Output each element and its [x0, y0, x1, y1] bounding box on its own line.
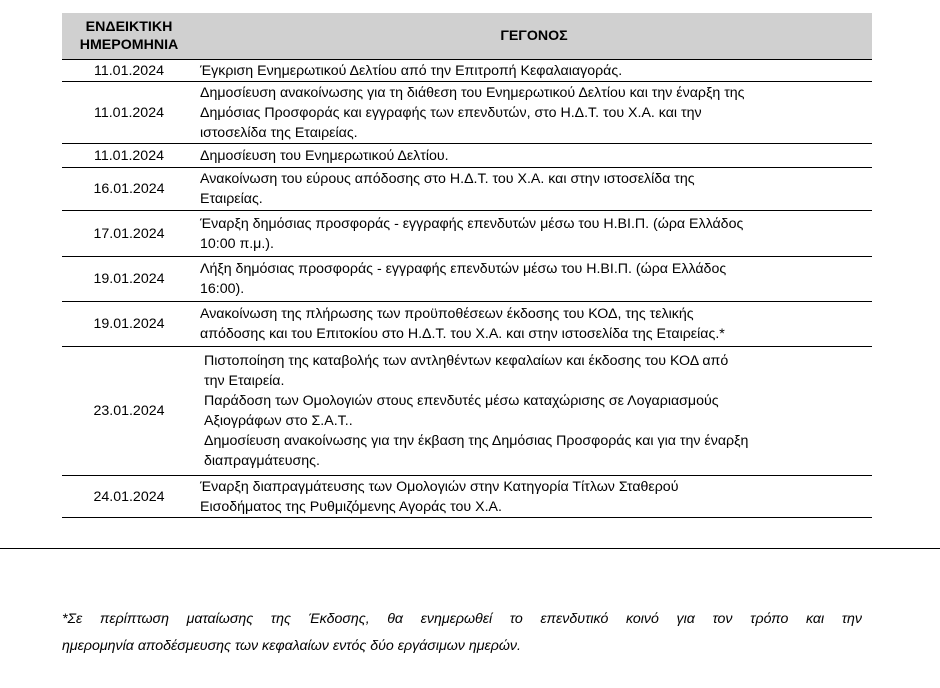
event-line: Αξιογράφων στο Σ.Α.Τ.. — [204, 413, 353, 429]
header-date: ΕΝΔΕΙΚΤΙΚΗ ΗΜΕΡΟΜΗΝΙΑ — [62, 13, 196, 60]
table-row — [62, 82, 872, 144]
event-cell — [196, 257, 872, 302]
date-cell: 24.01.2024 — [62, 476, 196, 518]
event-line: Λήξη δημόσιας προσφοράς - εγγραφής επενδυτών μέσω του Η.ΒΙ.Π. (ώρα Ελλάδος — [200, 261, 727, 277]
event-line: Δημοσίευση ανακοίνωσης για τη διάθεση του Ενημερωτικού Δελτίου και την έναρξη της — [200, 84, 745, 101]
event-line: 16:00). — [200, 281, 245, 297]
event-cell — [196, 476, 872, 518]
event-line: Δημοσίευση ανακοίνωσης για την έκβαση της Δημόσιας Προσφοράς και για την έναρξη — [204, 433, 749, 449]
event-line: απόδοσης και του Επιτοκίου στο Η.Δ.Τ. του Χ.Α. και στην ιστοσελίδα της Εταιρείας.* — [200, 326, 725, 342]
date-cell: 17.01.2024 — [62, 211, 196, 257]
event-line: Δημοσίευση του Ενημερωτικού Δελτίου. — [200, 147, 449, 164]
table-row — [62, 347, 872, 476]
table-row — [62, 476, 872, 518]
date-cell: 23.01.2024 — [62, 347, 196, 476]
event-line: Έναρξη διαπραγμάτευσης των Ομολογιών στην Κατηγορία Τίτλων Σταθερού — [200, 478, 679, 495]
footnote-line: *Σε περίπτωση ματαίωσης της Έκδοσης, θα ενημερωθεί το επενδυτικό κοινό για τον τρόπο και την — [62, 611, 862, 627]
event-cell — [196, 347, 872, 476]
event-line: Εισοδήματος της Ρυθμιζόμενης Αγοράς του Χ.Α. — [200, 498, 502, 515]
date-cell: 19.01.2024 — [62, 257, 196, 302]
event-line: Δημόσιας Προσφοράς και εγγραφής των επενδυτών, στο Η.Δ.Τ. του Χ.Α. και την — [200, 104, 702, 121]
table-row — [62, 168, 872, 211]
date-cell: 11.01.2024 — [62, 82, 196, 144]
event-line: Εταιρείας. — [200, 191, 263, 207]
event-cell — [196, 168, 872, 211]
table-row — [62, 211, 872, 257]
date-cell: 16.01.2024 — [62, 168, 196, 211]
footnote — [62, 606, 862, 660]
event-line: Έγκριση Ενημερωτικού Δελτίου από την Επιτροπή Κεφαλαιαγοράς. — [200, 62, 623, 79]
event-line: Πιστοποίηση της καταβολής των αντληθέντων κεφαλαίων και έκδοσης του ΚΟΔ από — [204, 353, 729, 369]
date-cell: 11.01.2024 — [62, 60, 196, 82]
header-event: ΓΕΓΟΝΟΣ — [196, 13, 872, 60]
footnote-line: ημερομηνία αποδέσμευσης των κεφαλαίων εντός δύο εργάσιμων ημερών. — [62, 638, 521, 654]
event-line: 10:00 π.μ.). — [200, 235, 274, 252]
event-cell — [196, 60, 872, 82]
table-header-row — [62, 13, 872, 60]
event-cell — [196, 211, 872, 257]
event-line: Παράδοση των Ομολογιών στους επενδυτές μέσω καταχώρισης σε Λογαριασμούς — [204, 393, 719, 409]
event-line: την Εταιρεία. — [204, 373, 285, 389]
table-row — [62, 302, 872, 347]
table-row — [62, 60, 872, 82]
date-cell: 19.01.2024 — [62, 302, 196, 347]
event-cell — [196, 82, 872, 144]
date-cell: 11.01.2024 — [62, 144, 196, 168]
event-cell — [196, 144, 872, 168]
event-cell — [196, 302, 872, 347]
timeline-table — [62, 13, 872, 518]
event-line: Έναρξη δημόσιας προσφοράς - εγγραφής επενδυτών μέσω του Η.ΒΙ.Π. (ώρα Ελλάδος — [200, 215, 744, 232]
event-line: διαπραγμάτευσης. — [204, 453, 320, 469]
event-line: Ανακοίνωση του εύρους απόδοσης στο Η.Δ.Τ. του Χ.Α. και στην ιστοσελίδα της — [200, 171, 695, 187]
section-divider — [0, 548, 940, 549]
event-line: ιστοσελίδα της Εταιρείας. — [200, 124, 358, 141]
table-row — [62, 257, 872, 302]
event-line: Ανακοίνωση της πλήρωσης των προϋποθέσεων έκδοσης του ΚΟΔ, της τελικής — [200, 306, 694, 322]
table-row — [62, 144, 872, 168]
